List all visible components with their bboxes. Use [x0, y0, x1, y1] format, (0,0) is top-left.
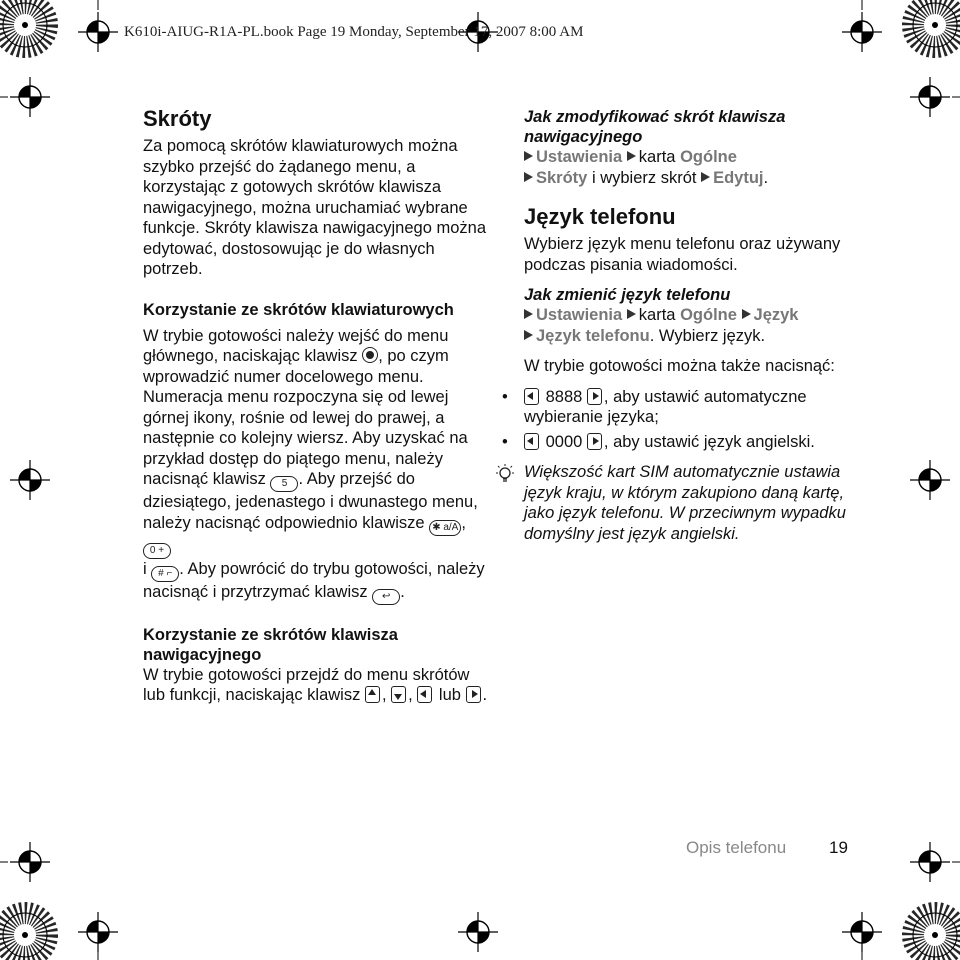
text-fragment: . Wybierz język.: [649, 326, 766, 345]
registration-mark-icon: [458, 912, 498, 952]
starburst-mark-icon: [913, 3, 957, 47]
key-star-icon: ✱ a/A: [429, 520, 461, 536]
menu-item-shortcuts: Skróty: [536, 168, 588, 187]
bullet: •: [502, 387, 508, 406]
registration-mark-icon: [910, 77, 950, 117]
text-fragment: ,: [461, 513, 466, 532]
text-fragment: .: [400, 582, 405, 601]
menu-item-general: Ogólne: [680, 148, 737, 166]
code-0000: 0000: [545, 432, 583, 451]
list-item: [502, 387, 864, 428]
text-fragment: .: [763, 168, 769, 187]
left-column: [143, 106, 488, 706]
tip-text: Większość kart SIM automatycznie ustawia język kraju, w którym zakupiono daną kartę, jako język telefonu. W przeciwnym wypadku domyślny jest język angielski.: [524, 463, 846, 543]
nav-left-icon: [417, 686, 432, 703]
nav-left-icon: [524, 433, 539, 450]
nav-right-icon: [587, 433, 602, 450]
modify-shortcut-heading: Jak zmodyfikować skrót klawisza nawigacyjnego: [524, 108, 786, 146]
page-number: 19: [829, 838, 848, 857]
nav-up-icon: [365, 686, 380, 703]
registration-mark-icon: [10, 77, 50, 117]
text-fragment: , aby ustawić automatyczne wybieranie języka;: [524, 387, 807, 426]
nav-right-icon: [466, 686, 481, 703]
menu-item-language: Język: [753, 306, 799, 324]
language-intro: Wybierz język menu telefonu oraz używany podczas pisania wiadomości.: [524, 235, 841, 274]
back-key-icon: ↩: [372, 589, 400, 605]
footer-section-label: Opis telefonu: [686, 838, 787, 857]
menu-item-general: Ogólne: [680, 306, 737, 324]
menu-item-phone-language: Język telefonu: [536, 326, 650, 345]
text-fragment: W trybie gotowości należy wejść do menu głównego, naciskając klawisz: [143, 326, 449, 365]
standby-text: W trybie gotowości można także nacisnąć:: [524, 357, 835, 375]
menu-arrow-icon: [524, 309, 533, 319]
text-fragment: , po czym wprowadzić numer docelowego menu. Numeracja menu rozpoczyna się od lewej górnej ikony, rośnie od lewej do prawej, a następnie co kolejny wiersz. Aby uzyskać na przykład dostęp do piątego menu, należy nacisnąć klawisz: [143, 347, 468, 488]
menu-item-settings: Ustawienia: [536, 306, 623, 324]
menu-arrow-icon: [524, 172, 533, 182]
menu-arrow-icon: [524, 330, 533, 340]
nav-down-icon: [391, 686, 406, 703]
change-language-heading: Jak zmienić język telefonu: [524, 286, 731, 304]
nav-left-icon: [524, 388, 539, 405]
key-hash-icon: # ⌐: [151, 566, 179, 582]
text-fragment: . Aby powrócić do trybu gotowości, należy nacisnąć i przytrzymać klawisz: [143, 559, 485, 601]
text-fragment: i: [143, 559, 147, 578]
menu-arrow-icon: [524, 151, 533, 161]
starburst-mark-icon: [3, 3, 47, 47]
center-select-key-icon: [362, 347, 378, 363]
section-title-language: Język telefonu: [524, 204, 676, 229]
shortcuts-intro: Za pomocą skrótów klawiaturowych można szybko przejść do żądanego menu, a korzystając z gotowych skrótów klawisza nawigacyjnego, można uruchamiać wybrane funkcje. Skróty klawisza nawigacyjnego można edytować, dostosowując je do własnych potrzeb.: [143, 137, 486, 278]
text-fragment: i wybierz skrót: [591, 168, 697, 187]
registration-mark-icon: [10, 460, 50, 500]
keypad-shortcuts-heading: Korzystanie ze skrótów klawiaturowych: [143, 300, 454, 319]
menu-arrow-icon: [701, 172, 710, 182]
tip-note: [524, 462, 864, 544]
text-fragment: , aby ustawić język angielski.: [603, 432, 815, 451]
text-fragment: . Aby przejść do dziesiątego, jedenastego i dwunastego menu, należy nacisnąć odpowiednio klawisze: [143, 470, 478, 532]
key-0-icon: 0 +: [143, 543, 171, 559]
text-fragment: karta: [638, 148, 676, 166]
lightbulb-icon: [494, 464, 516, 486]
right-column: [502, 107, 864, 544]
menu-arrow-icon: [627, 151, 636, 161]
registration-mark-icon: [842, 912, 882, 952]
modify-shortcut-path: [524, 147, 864, 188]
starburst-mark-icon: [913, 913, 957, 957]
menu-item-settings: Ustawienia: [536, 148, 623, 166]
keypad-shortcuts-text: [143, 326, 488, 605]
nav-key-shortcuts-heading: Korzystanie ze skrótów klawisza nawigacyjnego: [143, 625, 398, 664]
registration-mark-icon: [910, 460, 950, 500]
registration-mark-icon: [910, 842, 950, 882]
text-fragment: ,: [381, 686, 387, 704]
bullet: •: [502, 432, 508, 451]
print-header: K610i-AIUG-R1A-PL.book Page 19 Monday, September 17, 2007 8:00 AM: [124, 24, 584, 40]
nav-right-icon: [587, 388, 602, 405]
menu-item-edit: Edytuj: [713, 168, 764, 187]
text-fragment: .: [482, 686, 488, 704]
registration-mark-icon: [78, 12, 118, 52]
section-title-shortcuts: Skróty: [143, 106, 212, 131]
text-fragment: W trybie gotowości przejdź do menu skrótów lub funkcji, naciskając klawisz: [143, 665, 470, 704]
change-language-path: [524, 305, 864, 346]
nav-key-shortcuts-text: [143, 665, 488, 706]
starburst-mark-icon: [3, 913, 47, 957]
registration-mark-icon: [842, 12, 882, 52]
text-fragment: ,: [408, 686, 413, 704]
registration-mark-icon: [10, 842, 50, 882]
text-fragment: karta: [638, 306, 676, 324]
text-fragment: lub: [438, 686, 461, 704]
menu-arrow-icon: [742, 309, 751, 319]
list-item: [502, 432, 864, 453]
registration-mark-icon: [78, 912, 118, 952]
key-5-icon: 5: [270, 476, 298, 492]
menu-arrow-icon: [627, 309, 636, 319]
code-8888: 8888: [545, 387, 583, 406]
